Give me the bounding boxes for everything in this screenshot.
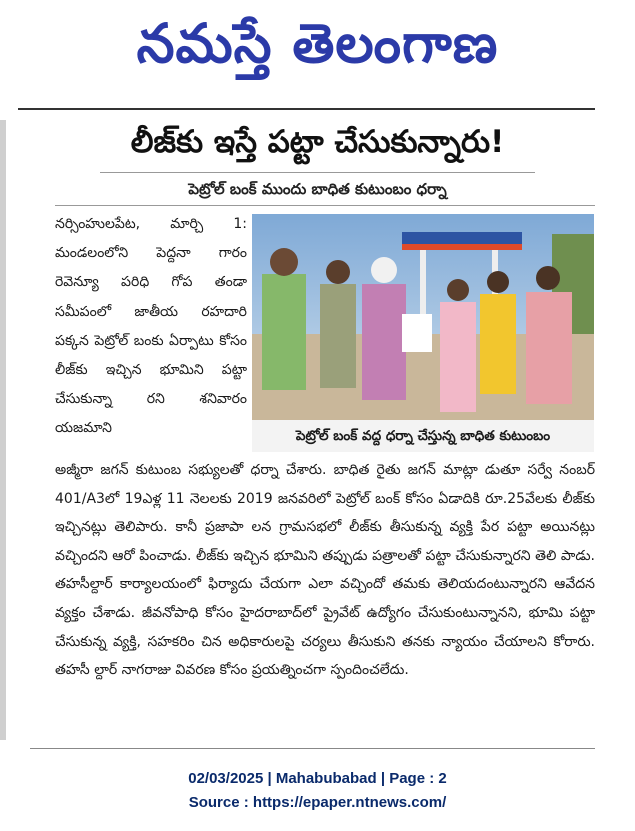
article-headline: లీజ్‌కు ఇస్తే పట్టా చేసుకున్నారు! xyxy=(130,124,505,160)
subhead-divider xyxy=(55,205,595,206)
newspaper-logo: నమస్తే తెలంగాణ xyxy=(136,11,499,75)
article-column-text: నర్సింహులపేట, మార్చి 1: మండలంలోని పెద్దనా గారం రెవెన్యూ పరిధి గోప తండా సమీపంలో జాతీయ రహదారి పక్కన పెట్రోల్ బంకు ఏర్పాటు కోసం లీజ్‌కు ఇచ్చిన భూమిని పట్టా చేసుకున్నా రని శనివారం యజమాని xyxy=(55,216,247,437)
headline-divider xyxy=(100,172,535,173)
footer-source-line: Source : https://epaper.ntnews.com/ xyxy=(188,794,447,811)
article-body-text: అజ్మీరా జగన్ కుటుంబ సభ్యులతో ధర్నా చేశారు. బాధిత రైతు జగన్ మాట్లా డుతూ సర్వే నంబర్ 401/A3లో 19ఎళ్ల 11 నెలలకు 2019 జనవరిలో పెట్రోల్ బంక్ కోసం ఏడాదికి రూ.25వేలకు లీజ్‌కు ఇచ్చినట్లు తెలిపారు. కానీ ప్రజాపా లన గ్రామసభలో లీజ్‌కు తీసుకున్న వ్యక్తి పేర పట్టా అయినట్లు వచ్చిందని ఆరో పించాడు. లీజ్‌కు ఇచ్చిన భూమిని తప్పుడు పత్రాలతో పట్టా చేసుకున్నారని తెలి పాడు. తహసీల్దార్ కార్యాలయంలో ఫిర్యాదు చేయగా ఎలా వచ్చిందో తమకు తెలియదంటున్నారని ఆవేదన వ్యక్తం చేశాడు. జీవనోపాధి కోసం హైదరాబాద్‌లో ప్రైవేట్ ఉద్యోగం చేసుకుంటున్నానని, భూమి పట్టా చేసుకున్న వ్యక్తి, సహకరిం చిన అధికారులపై చర్యలు తీసుకుని తనకు న్యాయం చేయాలని కోరారు. తహసీ ల్దార్ నాగరాజు వివరణ కోసం ప్రయత్నించగా స్పందించలేదు. xyxy=(55,462,595,679)
masthead-rule xyxy=(18,108,595,110)
footer-rule xyxy=(30,748,595,749)
footer-date-line: 02/03/2025 | Mahabubabad | Page : 2 xyxy=(188,770,447,787)
article-subheadline: పెట్రోల్ బంక్ ముందు బాధిత కుటుంబం ధర్నా xyxy=(188,180,447,198)
page-edge xyxy=(0,120,6,740)
page-footer xyxy=(0,767,635,815)
photo-caption: పెట్రోల్ బంక్ వద్ద ధర్నా చేస్తున్న బాధిత కుటుంబం xyxy=(252,420,594,452)
news-photo xyxy=(252,214,594,420)
masthead xyxy=(0,0,635,100)
photo-illustration xyxy=(252,214,594,420)
